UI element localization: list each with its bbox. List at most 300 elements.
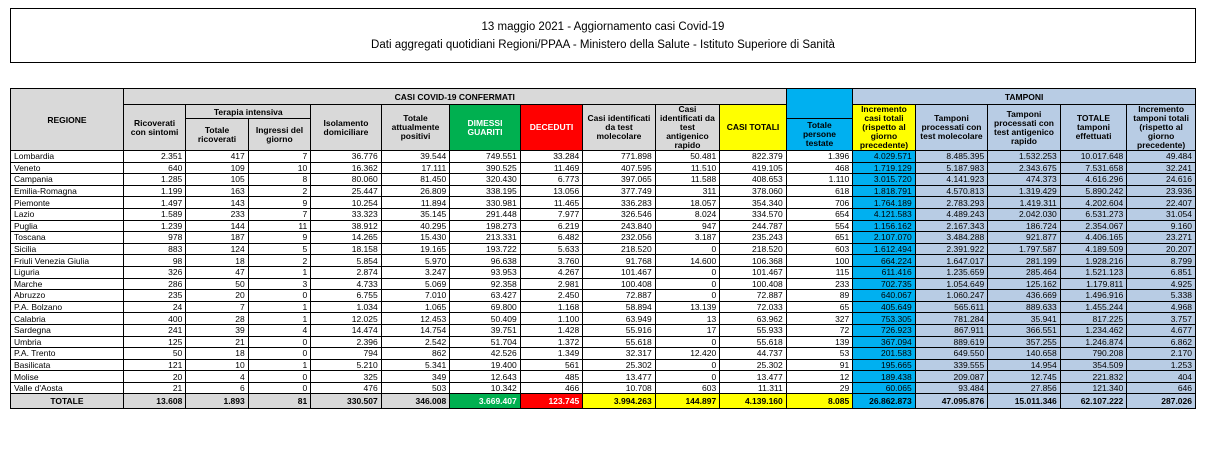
cell-value: 50.409: [450, 313, 521, 325]
cell-value: 921.877: [988, 232, 1061, 244]
cell-value: 44.737: [720, 348, 787, 360]
cell-value: 121.340: [1060, 382, 1126, 394]
cell-regione: P.A. Bolzano: [11, 301, 124, 313]
cell-value: 286: [123, 278, 185, 290]
cell-value: 2.167.343: [915, 220, 988, 232]
table-total-row: [11, 394, 1196, 409]
cell-value: 7: [248, 208, 310, 220]
cell-regione: P.A. Trento: [11, 348, 124, 360]
col-header-deceduti: DECEDUTI: [520, 105, 582, 151]
cell-value: 419.105: [720, 162, 787, 174]
cell-value: 397.065: [583, 174, 656, 186]
cell-value: 354.509: [1060, 359, 1126, 371]
cell-value: 10.017.648: [1060, 151, 1126, 163]
cell-value: 2.542: [381, 336, 450, 348]
cell-total-value: 15.011.346: [988, 394, 1061, 409]
cell-value: 1.034: [311, 301, 382, 313]
cell-value: 193.722: [450, 243, 521, 255]
cell-value: 14.474: [311, 324, 382, 336]
cell-value: 6.773: [520, 174, 582, 186]
cell-value: 58.894: [583, 301, 656, 313]
cell-regione: Veneto: [11, 162, 124, 174]
cell-value: 3.247: [381, 266, 450, 278]
cell-value: 218.520: [583, 243, 656, 255]
cell-regione: Basilicata: [11, 359, 124, 371]
cell-value: 101.467: [583, 266, 656, 278]
cell-regione: Valle d'Aosta: [11, 382, 124, 394]
cell-value: 320.430: [450, 174, 521, 186]
cell-value: 63.962: [720, 313, 787, 325]
cell-value: 29: [786, 382, 852, 394]
cell-value: 121: [123, 359, 185, 371]
cell-value: 213.331: [450, 232, 521, 244]
cell-value: 9: [248, 197, 310, 209]
cell-value: 98: [123, 255, 185, 267]
cell-value: 466: [520, 382, 582, 394]
cell-value: 862: [381, 348, 450, 360]
cell-value: 5.210: [311, 359, 382, 371]
cell-value: 5.854: [311, 255, 382, 267]
covid-data-table: [10, 88, 1196, 409]
cell-value: 0: [655, 371, 719, 383]
cell-value: 187: [186, 232, 248, 244]
group-header-tamponi: TAMPONI: [853, 89, 1196, 105]
cell-total-value: 81: [248, 394, 310, 409]
cell-value: 1.496.916: [1060, 290, 1126, 302]
cell-total-value: 8.085: [786, 394, 852, 409]
cell-value: 60.065: [853, 382, 915, 394]
cell-value: 978: [123, 232, 185, 244]
cell-value: 1.455.244: [1060, 301, 1126, 313]
cell-value: 7: [248, 151, 310, 163]
cell-value: 6.851: [1127, 266, 1196, 278]
cell-value: 1.065: [381, 301, 450, 313]
cell-value: 1.110: [786, 174, 852, 186]
cell-value: 12.643: [450, 371, 521, 383]
cell-value: 244.787: [720, 220, 787, 232]
cell-value: 8: [248, 174, 310, 186]
cell-value: 20: [123, 371, 185, 383]
cell-value: 817.225: [1060, 313, 1126, 325]
cell-value: 91: [786, 359, 852, 371]
cell-value: 1.349: [520, 348, 582, 360]
cell-value: 55.916: [583, 324, 656, 336]
cell-value: 4.189.509: [1060, 243, 1126, 255]
cell-value: 91.768: [583, 255, 656, 267]
cell-value: 6.482: [520, 232, 582, 244]
cell-value: 18: [186, 348, 248, 360]
cell-value: 93.953: [450, 266, 521, 278]
cell-value: 5.338: [1127, 290, 1196, 302]
cell-value: 10: [248, 162, 310, 174]
cell-regione: Lazio: [11, 208, 124, 220]
cell-value: 11.510: [655, 162, 719, 174]
cell-value: 5.633: [520, 243, 582, 255]
cell-total-value: 287.026: [1127, 394, 1196, 409]
cell-value: 14.754: [381, 324, 450, 336]
cell-value: 565.611: [915, 301, 988, 313]
cell-value: 106.368: [720, 255, 787, 267]
cell-value: 15.430: [381, 232, 450, 244]
cell-total-value: 13.608: [123, 394, 185, 409]
cell-value: 1: [248, 266, 310, 278]
cell-value: 377.749: [583, 185, 656, 197]
cell-value: 25.447: [311, 185, 382, 197]
cell-value: 2.107.070: [853, 232, 915, 244]
cell-value: 55.933: [720, 324, 787, 336]
cell-value: 55.618: [720, 336, 787, 348]
cell-value: 2.981: [520, 278, 582, 290]
col-header-isolamento-domiciliare: Isolamento domiciliare: [311, 105, 382, 151]
table-row: [11, 266, 1196, 278]
cell-value: 0: [248, 336, 310, 348]
cell-value: 330.981: [450, 197, 521, 209]
cell-value: 5: [248, 243, 310, 255]
cell-value: 6: [186, 382, 248, 394]
table-row: [11, 278, 1196, 290]
cell-value: 326: [123, 266, 185, 278]
cell-value: 22.407: [1127, 197, 1196, 209]
cell-value: 4: [248, 324, 310, 336]
cell-value: 1.156.162: [853, 220, 915, 232]
cell-value: 12.745: [988, 371, 1061, 383]
cell-value: 334.570: [720, 208, 787, 220]
cell-value: 649.550: [915, 348, 988, 360]
cell-value: 63.427: [450, 290, 521, 302]
cell-value: 33.323: [311, 208, 382, 220]
cell-value: 947: [655, 220, 719, 232]
cell-value: 618: [786, 185, 852, 197]
cell-regione: Sardegna: [11, 324, 124, 336]
cell-total-value: 123.745: [520, 394, 582, 409]
cell-value: 0: [655, 243, 719, 255]
cell-value: 366.551: [988, 324, 1061, 336]
cell-value: 17.111: [381, 162, 450, 174]
cell-value: 235.243: [720, 232, 787, 244]
cell-value: 38.912: [311, 220, 382, 232]
cell-value: 554: [786, 220, 852, 232]
cell-value: 3: [248, 278, 310, 290]
cell-value: 1.239: [123, 220, 185, 232]
cell-value: 109: [186, 162, 248, 174]
cell-total-value: 3.994.263: [583, 394, 656, 409]
cell-value: 603: [655, 382, 719, 394]
cell-value: 889.619: [915, 336, 988, 348]
cell-value: 2.042.030: [988, 208, 1061, 220]
cell-value: 163: [186, 185, 248, 197]
table-row: [11, 336, 1196, 348]
cell-value: 7: [186, 301, 248, 313]
cell-value: 0: [655, 290, 719, 302]
cell-value: 232.056: [583, 232, 656, 244]
cell-value: 436.669: [988, 290, 1061, 302]
cell-value: 4.925: [1127, 278, 1196, 290]
cell-value: 11.465: [520, 197, 582, 209]
report-header: [10, 8, 1196, 63]
cell-value: 25.302: [720, 359, 787, 371]
cell-value: 726.923: [853, 324, 915, 336]
cell-value: 2.450: [520, 290, 582, 302]
group-header-terapia-intensiva: Terapia intensiva: [186, 105, 311, 119]
cell-value: 6.755: [311, 290, 382, 302]
cell-value: 241: [123, 324, 185, 336]
cell-regione: Umbria: [11, 336, 124, 348]
cell-value: 23.936: [1127, 185, 1196, 197]
cell-value: 1.928.216: [1060, 255, 1126, 267]
cell-value: 408.653: [720, 174, 787, 186]
cell-value: 4.489.243: [915, 208, 988, 220]
cell-value: 13.056: [520, 185, 582, 197]
cell-value: 14.265: [311, 232, 382, 244]
cell-value: 28: [186, 313, 248, 325]
cell-regione: Piemonte: [11, 197, 124, 209]
cell-value: 400: [123, 313, 185, 325]
cell-value: 35.941: [988, 313, 1061, 325]
cell-value: 2.351: [123, 151, 185, 163]
cell-value: 235: [123, 290, 185, 302]
cell-value: 16.362: [311, 162, 382, 174]
cell-value: 2.170: [1127, 348, 1196, 360]
cell-value: 468: [786, 162, 852, 174]
cell-value: 139: [786, 336, 852, 348]
cell-value: 367.094: [853, 336, 915, 348]
cell-value: 80.060: [311, 174, 382, 186]
cell-value: 357.255: [988, 336, 1061, 348]
cell-regione: Emilia-Romagna: [11, 185, 124, 197]
cell-value: 1.100: [520, 313, 582, 325]
cell-value: 867.911: [915, 324, 988, 336]
cell-value: 89: [786, 290, 852, 302]
cell-value: 13: [655, 313, 719, 325]
cell-value: 55.618: [583, 336, 656, 348]
cell-value: 47: [186, 266, 248, 278]
cell-value: 4.121.583: [853, 208, 915, 220]
table-row: [11, 220, 1196, 232]
cell-value: 1.419.311: [988, 197, 1061, 209]
cell-value: 25.302: [583, 359, 656, 371]
cell-value: 0: [655, 336, 719, 348]
cell-value: 10.342: [450, 382, 521, 394]
cell-total-value: 144.897: [655, 394, 719, 409]
cell-regione: Marche: [11, 278, 124, 290]
cell-value: 0: [655, 359, 719, 371]
cell-value: 336.283: [583, 197, 656, 209]
cell-value: 1: [248, 301, 310, 313]
cell-value: 3.484.288: [915, 232, 988, 244]
cell-value: 7.531.658: [1060, 162, 1126, 174]
cell-value: 561: [520, 359, 582, 371]
cell-value: 646: [1127, 382, 1196, 394]
cell-value: 125: [123, 336, 185, 348]
cell-value: 209.087: [915, 371, 988, 383]
cell-value: 100.408: [720, 278, 787, 290]
cell-value: 12: [786, 371, 852, 383]
cell-value: 189.438: [853, 371, 915, 383]
cell-value: 11: [248, 220, 310, 232]
cell-value: 6.219: [520, 220, 582, 232]
cell-value: 2.396: [311, 336, 382, 348]
cell-value: 1.246.874: [1060, 336, 1126, 348]
cell-value: 404: [1127, 371, 1196, 383]
cell-value: 1.764.189: [853, 197, 915, 209]
cell-value: 50.481: [655, 151, 719, 163]
cell-value: 1.818.791: [853, 185, 915, 197]
cell-value: 39.751: [450, 324, 521, 336]
cell-value: 10: [186, 359, 248, 371]
cell-value: 0: [655, 278, 719, 290]
cell-regione: Lombardia: [11, 151, 124, 163]
cell-value: 1.179.811: [1060, 278, 1126, 290]
cell-value: 18.057: [655, 197, 719, 209]
cell-value: 31.054: [1127, 208, 1196, 220]
cell-value: 790.208: [1060, 348, 1126, 360]
cell-value: 485: [520, 371, 582, 383]
cell-value: 603: [786, 243, 852, 255]
cell-value: 14.954: [988, 359, 1061, 371]
table-row: [11, 243, 1196, 255]
cell-value: 476: [311, 382, 382, 394]
cell-value: 1.253: [1127, 359, 1196, 371]
col-header-casi-totali: CASI TOTALI: [720, 105, 787, 151]
cell-value: 96.638: [450, 255, 521, 267]
cell-value: 1.285: [123, 174, 185, 186]
cell-value: 281.199: [988, 255, 1061, 267]
cell-regione: Toscana: [11, 232, 124, 244]
col-header-tamponi-molecolare: Tamponi processati con test molecolare: [915, 105, 988, 151]
cell-regione: Puglia: [11, 220, 124, 232]
cell-value: 72.033: [720, 301, 787, 313]
cell-value: 749.551: [450, 151, 521, 163]
col-header-totale-persone-testate: Totale persone testate: [786, 119, 852, 151]
cell-value: 12.025: [311, 313, 382, 325]
cell-value: 11.894: [381, 197, 450, 209]
cell-value: 5.341: [381, 359, 450, 371]
cell-value: 18.158: [311, 243, 382, 255]
table-row: [11, 371, 1196, 383]
table-body: [11, 151, 1196, 409]
group-header-totale-persone-testate: [786, 89, 852, 119]
table-row: [11, 382, 1196, 394]
cell-regione: Sicilia: [11, 243, 124, 255]
table-row: [11, 255, 1196, 267]
cell-value: 1.235.659: [915, 266, 988, 278]
table-row: [11, 162, 1196, 174]
cell-value: 101.467: [720, 266, 787, 278]
cell-value: 1.396: [786, 151, 852, 163]
cell-total-value: 4.139.160: [720, 394, 787, 409]
table-row: [11, 324, 1196, 336]
table-group-header-row: [11, 89, 1196, 105]
cell-value: 378.060: [720, 185, 787, 197]
cell-value: 1.060.247: [915, 290, 988, 302]
cell-value: 39: [186, 324, 248, 336]
cell-value: 21: [123, 382, 185, 394]
cell-value: 291.448: [450, 208, 521, 220]
cell-value: 1.521.123: [1060, 266, 1126, 278]
cell-value: 889.633: [988, 301, 1061, 313]
cell-value: 10.254: [311, 197, 382, 209]
cell-value: 654: [786, 208, 852, 220]
report-subtitle: Dati aggregati quotidiani Regioni/PPAA - Ministero della Salute - Istituto Superiore di Sanità: [371, 38, 835, 51]
cell-value: 12.420: [655, 348, 719, 360]
cell-value: 93.484: [915, 382, 988, 394]
cell-value: 311: [655, 185, 719, 197]
col-header-casi-test-molecolare: Casi identificati da test molecolare: [583, 105, 656, 151]
cell-value: 100.408: [583, 278, 656, 290]
cell-value: 1.719.129: [853, 162, 915, 174]
cell-value: 81.450: [381, 174, 450, 186]
cell-value: 4.968: [1127, 301, 1196, 313]
cell-total-value: 3.669.407: [450, 394, 521, 409]
cell-value: 405.649: [853, 301, 915, 313]
cell-value: 50: [123, 348, 185, 360]
cell-value: 326.546: [583, 208, 656, 220]
cell-value: 4.267: [520, 266, 582, 278]
cell-value: 503: [381, 382, 450, 394]
cell-regione: Liguria: [11, 266, 124, 278]
report-title: 13 maggio 2021 - Aggiornamento casi Covid-19: [481, 20, 725, 33]
col-header-ingressi-giorno: Ingressi del giorno: [248, 119, 310, 151]
cell-value: 20: [186, 290, 248, 302]
cell-value: 753.305: [853, 313, 915, 325]
table-row: [11, 348, 1196, 360]
cell-value: 611.416: [853, 266, 915, 278]
cell-value: 325: [311, 371, 382, 383]
table-row: [11, 301, 1196, 313]
cell-value: 1: [248, 313, 310, 325]
col-header-incremento-casi-totali: Incremento casi totali (rispetto al giorno precedente): [853, 105, 915, 151]
cell-value: 198.273: [450, 220, 521, 232]
cell-value: 21: [186, 336, 248, 348]
col-header-casi-test-antigenico: Casi identificati da test antigenico rapido: [655, 105, 719, 151]
cell-value: 3.757: [1127, 313, 1196, 325]
cell-value: 23.271: [1127, 232, 1196, 244]
cell-total-value: 330.507: [311, 394, 382, 409]
cell-value: 6.862: [1127, 336, 1196, 348]
cell-value: 4.141.923: [915, 174, 988, 186]
cell-value: 2.874: [311, 266, 382, 278]
col-header-regione: REGIONE: [11, 89, 124, 151]
cell-value: 11.588: [655, 174, 719, 186]
cell-regione: Molise: [11, 371, 124, 383]
cell-value: 243.840: [583, 220, 656, 232]
cell-value: 4.406.165: [1060, 232, 1126, 244]
cell-value: 6.531.273: [1060, 208, 1126, 220]
cell-value: 19.165: [381, 243, 450, 255]
cell-value: 4.570.813: [915, 185, 988, 197]
table-row: [11, 208, 1196, 220]
cell-value: 7.977: [520, 208, 582, 220]
table-row: [11, 174, 1196, 186]
col-header-totale-attualmente-positivi: Totale attualmente positivi: [381, 105, 450, 151]
cell-value: 640: [123, 162, 185, 174]
cell-value: 144: [186, 220, 248, 232]
cell-value: 474.373: [988, 174, 1061, 186]
cell-regione: Abruzzo: [11, 290, 124, 302]
cell-value: 338.195: [450, 185, 521, 197]
cell-value: 36.776: [311, 151, 382, 163]
col-header-dimessi-guariti: DIMESSI GUARITI: [450, 105, 521, 151]
cell-value: 822.379: [720, 151, 787, 163]
cell-value: 4.616.296: [1060, 174, 1126, 186]
col-header-tamponi-antigenico: Tamponi processati con test antigenico rapido: [988, 105, 1061, 151]
cell-value: 8.024: [655, 208, 719, 220]
cell-value: 4.029.571: [853, 151, 915, 163]
cell-regione: Calabria: [11, 313, 124, 325]
cell-value: 9: [248, 232, 310, 244]
cell-regione: Campania: [11, 174, 124, 186]
cell-value: 195.665: [853, 359, 915, 371]
